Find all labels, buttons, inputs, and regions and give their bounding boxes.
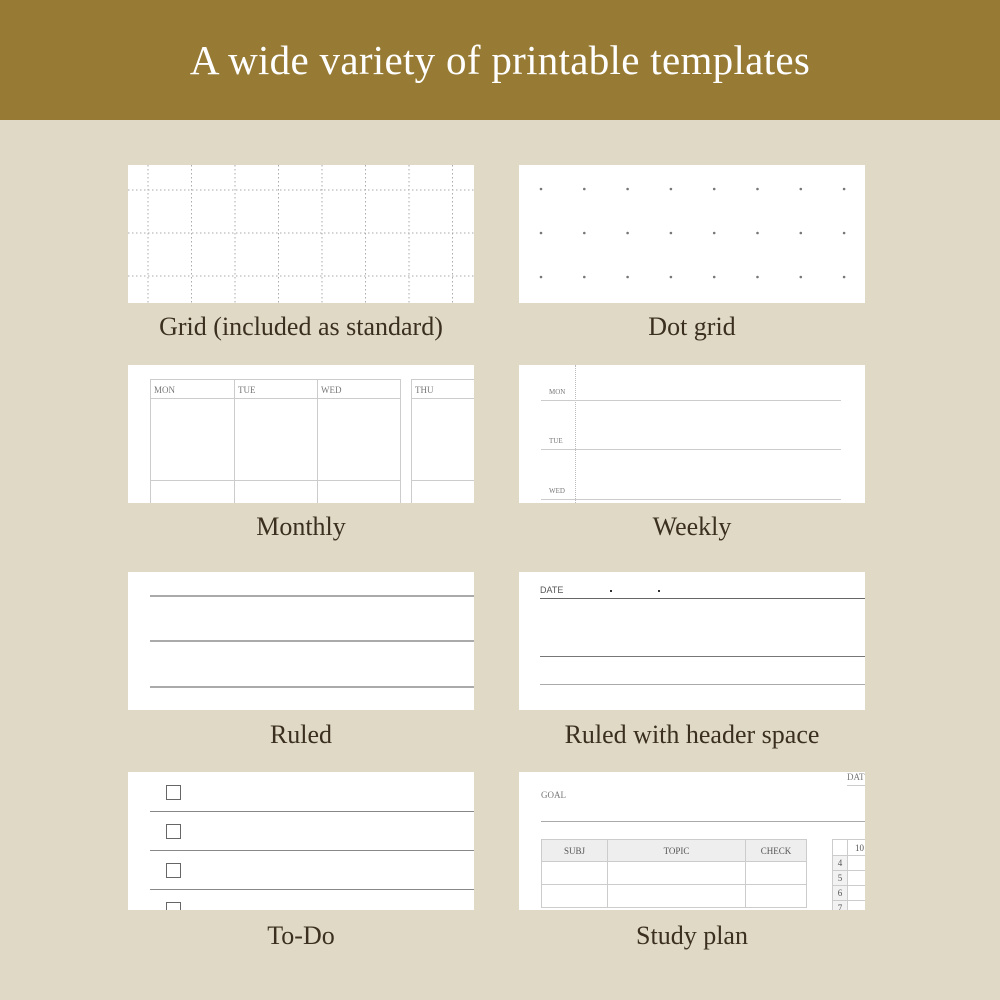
grid-template-preview[interactable] bbox=[128, 165, 474, 303]
hour-label: 4 bbox=[833, 856, 848, 871]
date-label: DAT bbox=[847, 772, 865, 782]
hour-label: 7 bbox=[833, 901, 848, 911]
day-label-tue: TUE bbox=[238, 385, 256, 395]
todo-caption: To-Do bbox=[267, 921, 335, 950]
time-table bbox=[832, 839, 865, 910]
weekly-template-preview[interactable] bbox=[519, 365, 865, 503]
checkbox-icon bbox=[166, 824, 181, 839]
checkbox-icon bbox=[166, 902, 181, 910]
grid-pattern bbox=[128, 165, 474, 303]
dot-pattern bbox=[519, 165, 865, 303]
date-label: DATE bbox=[540, 585, 564, 595]
monthly-template-preview[interactable] bbox=[128, 365, 474, 503]
day-label-mon: MON bbox=[154, 385, 176, 395]
column-header-subj: SUBJ bbox=[542, 840, 608, 862]
hour-label: 6 bbox=[833, 886, 848, 901]
study-plan-template-preview[interactable] bbox=[519, 772, 865, 910]
weekly-caption: Weekly bbox=[652, 512, 732, 541]
column-header-check: CHECK bbox=[746, 840, 807, 862]
dot-grid-template-preview[interactable] bbox=[519, 165, 865, 303]
column-header-topic: TOPIC bbox=[608, 840, 746, 862]
ruled-caption: Ruled bbox=[269, 720, 333, 749]
ruled-header-template-preview[interactable] bbox=[519, 572, 865, 710]
checkbox-icon bbox=[166, 785, 181, 800]
page-title: A wide variety of printable templates bbox=[189, 37, 811, 83]
monthly-caption: Monthly bbox=[256, 512, 346, 541]
todo-template-preview[interactable] bbox=[128, 772, 474, 910]
day-label-thu: THU bbox=[415, 385, 434, 395]
ruled-template-preview[interactable] bbox=[128, 572, 474, 710]
study-table bbox=[541, 839, 807, 908]
hour-label: 5 bbox=[833, 871, 848, 886]
header-banner bbox=[0, 0, 1000, 120]
time-header: 10 bbox=[848, 840, 866, 856]
day-label-tue: TUE bbox=[549, 437, 563, 445]
goal-label: GOAL bbox=[541, 790, 566, 800]
dot-grid-caption: Dot grid bbox=[648, 312, 736, 341]
day-label-wed: WED bbox=[549, 487, 565, 495]
day-label-wed: WED bbox=[321, 385, 342, 395]
day-label-mon: MON bbox=[549, 388, 566, 396]
grid-caption: Grid (included as standard) bbox=[159, 312, 443, 341]
checkbox-icon bbox=[166, 863, 181, 878]
ruled-header-caption: Ruled with header space bbox=[564, 720, 820, 749]
study-plan-caption: Study plan bbox=[636, 921, 748, 950]
